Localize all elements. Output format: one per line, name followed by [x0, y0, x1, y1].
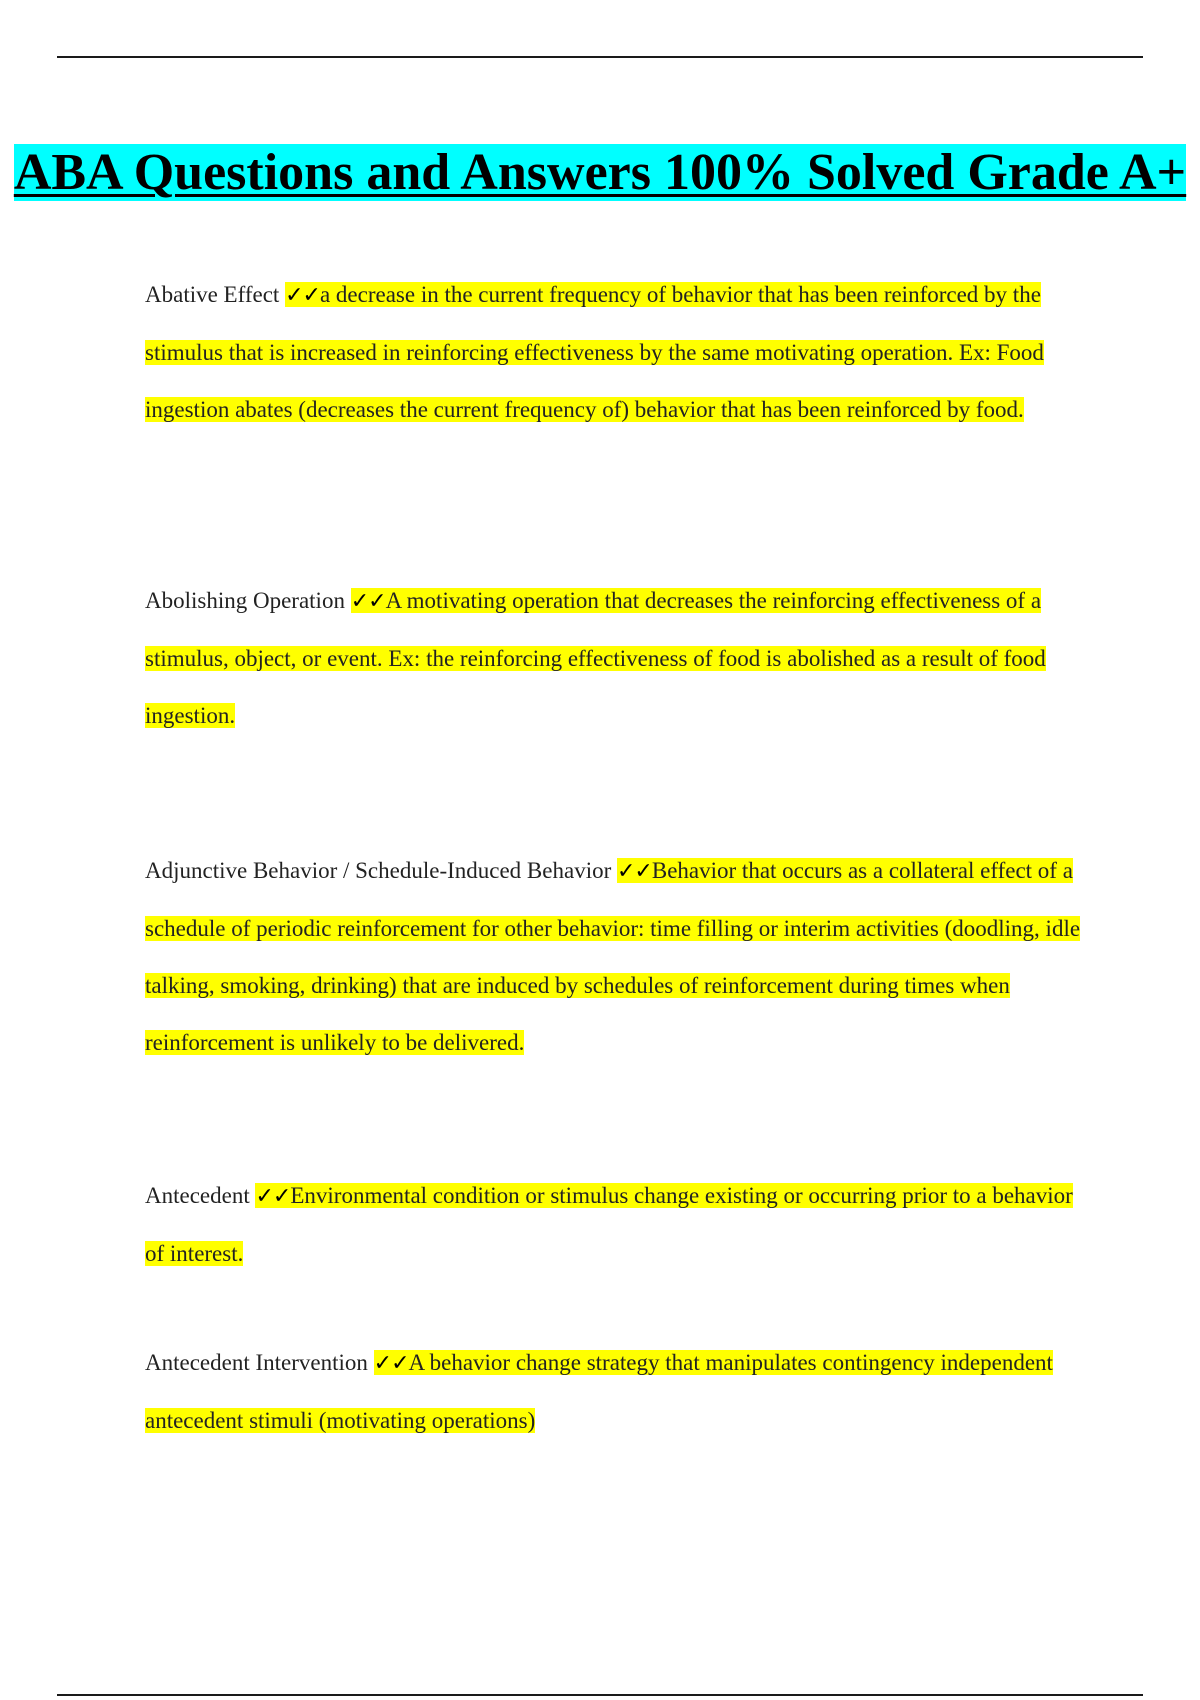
- check-icon: ✓✓: [373, 1351, 409, 1376]
- page-title: [0, 142, 1200, 203]
- entry-definition: [145, 282, 1044, 422]
- top-rule: [57, 56, 1143, 58]
- entry-abative-effect: [145, 266, 1090, 438]
- entry-term: Adjunctive Behavior / Schedule-Induced Behavior: [145, 858, 612, 883]
- page-title-text: ABA Questions and Answers 100% Solved Grade A+: [13, 144, 1187, 201]
- check-icon: ✓✓: [255, 1184, 291, 1209]
- bottom-rule: [57, 1694, 1143, 1696]
- entry-definition-text: A motivating operation that decreases the reinforcing effectiveness of a stimulus, object, or event. Ex: the reinforcing effectiveness of food is abolished as a result of food ingestion.: [145, 588, 1046, 728]
- entry-abolishing-operation: [145, 572, 1090, 744]
- entry-definition-text: Behavior that occurs as a collateral effect of a schedule of periodic reinforcement for other behavior: time filling or interim activities (doodling, idle talking, smoking, drinking) that are induced by schedules of reinforcement during times when reinforcement is unlikely to be delivered.: [145, 858, 1081, 1055]
- entry-term: Abolishing Operation: [145, 588, 345, 613]
- entry-antecedent-intervention: [145, 1334, 1090, 1449]
- entry-definition: [145, 858, 1080, 1055]
- entry-term: Antecedent: [145, 1183, 250, 1208]
- entry-definition-text: Environmental condition or stimulus change existing or occurring prior to a behavior of interest.: [145, 1183, 1073, 1266]
- entry-definition-text: A behavior change strategy that manipulates contingency independent antecedent stimuli (motivating operations): [145, 1350, 1053, 1433]
- entry-adjunctive-behavior: [145, 842, 1090, 1071]
- entry-term: Antecedent Intervention: [145, 1350, 368, 1375]
- entry-term: Abative Effect: [145, 282, 280, 307]
- entry-definition-text: a decrease in the current frequency of behavior that has been reinforced by the stimulus that is increased in reinforcing effectiveness by the same motivating operation. Ex: Food ingestion abates (decreases the current frequency of) behavior that has been reinforced by food.: [145, 282, 1044, 422]
- check-icon: ✓✓: [350, 589, 386, 614]
- entry-definition: [145, 1183, 1073, 1266]
- check-icon: ✓✓: [285, 283, 320, 308]
- entry-antecedent: [145, 1167, 1090, 1282]
- check-icon: ✓✓: [617, 859, 652, 884]
